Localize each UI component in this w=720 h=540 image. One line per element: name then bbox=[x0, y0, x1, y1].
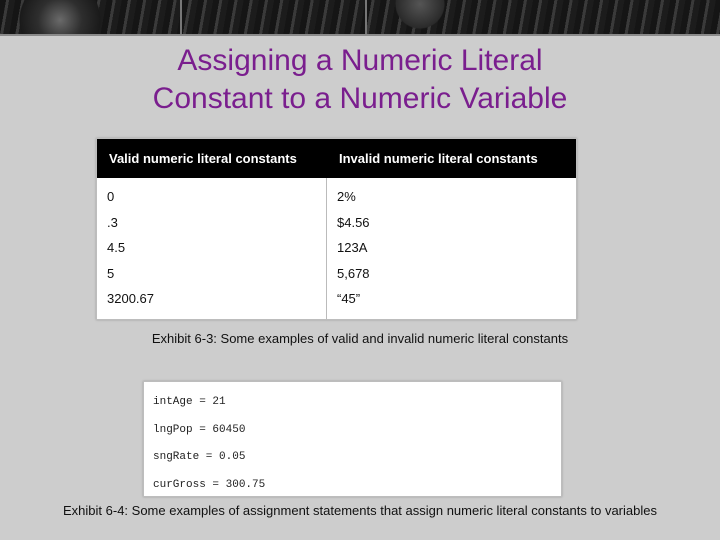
invalid-cell: 123A bbox=[337, 240, 368, 255]
valid-cell: .3 bbox=[107, 214, 118, 230]
code-line: curGross = 300.75 bbox=[153, 478, 266, 491]
code-line: intAge = 21 bbox=[153, 396, 226, 408]
invalid-cell: $4.56 bbox=[337, 214, 370, 230]
header-rule bbox=[0, 34, 720, 36]
valid-cell: 0 bbox=[107, 189, 115, 204]
numeric-literals-table bbox=[96, 138, 577, 320]
valid-cell: 5 bbox=[107, 265, 115, 281]
valid-cell: 3200.67 bbox=[107, 291, 154, 306]
title-line-2: Constant to a Numeric Variable bbox=[152, 82, 568, 115]
decorative-header-band bbox=[0, 0, 720, 34]
header-invalid: Invalid numeric literal constants bbox=[339, 151, 538, 166]
code-line: lngPop = 60450 bbox=[153, 423, 246, 436]
invalid-cell: “45” bbox=[337, 291, 361, 306]
valid-cell: 4.5 bbox=[107, 240, 126, 255]
table-body bbox=[97, 178, 576, 319]
invalid-cell: 5,678 bbox=[337, 265, 370, 281]
header-divider bbox=[365, 0, 367, 34]
table-header-row bbox=[97, 139, 576, 178]
assignment-code-box bbox=[143, 381, 562, 497]
valid-column bbox=[97, 178, 327, 319]
code-line: sngRate = 0.05 bbox=[153, 451, 246, 463]
invalid-cell: 2% bbox=[337, 189, 356, 204]
exhibit-6-3-caption: Exhibit 6-3: Some examples of valid and invalid numeric literal constants bbox=[151, 331, 569, 346]
header-divider bbox=[180, 0, 182, 34]
title-line-1: Assigning a Numeric Literal bbox=[177, 44, 543, 77]
exhibit-6-4-caption: Exhibit 6-4: Some examples of assignment statements that assign numeric literal constants to variables bbox=[63, 503, 657, 518]
header-valid: Valid numeric literal constants bbox=[109, 151, 297, 166]
invalid-column bbox=[327, 178, 576, 319]
slide-title bbox=[0, 42, 720, 118]
